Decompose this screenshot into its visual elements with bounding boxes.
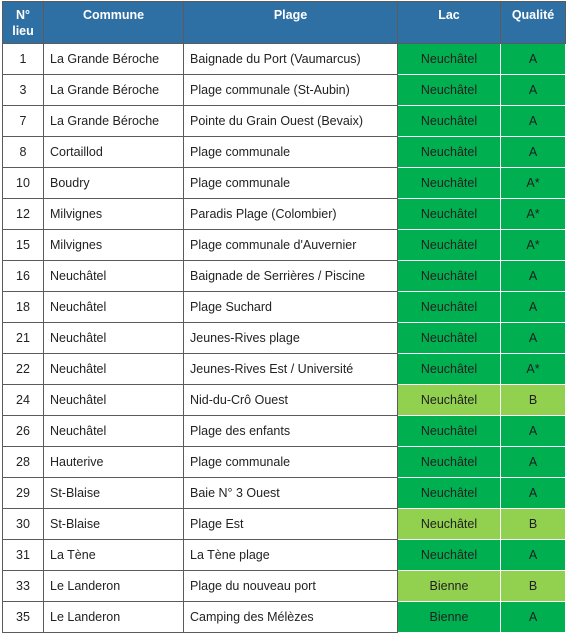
cell-plage: Pointe du Grain Ouest (Bevaix) (184, 106, 398, 137)
cell-num: 35 (3, 602, 44, 633)
cell-num: 16 (3, 261, 44, 292)
table-row (3, 571, 566, 602)
cell-plage: La Tène plage (184, 540, 398, 571)
cell-lac: Neuchâtel (398, 75, 501, 106)
cell-qualite: A* (501, 199, 566, 230)
cell-qualite: A (501, 75, 566, 106)
table-row (3, 385, 566, 416)
beach-quality-table (2, 1, 566, 633)
cell-plage: Plage Suchard (184, 292, 398, 323)
cell-commune: Cortaillod (44, 137, 184, 168)
cell-num: 30 (3, 509, 44, 540)
cell-plage: Camping des Mélèzes (184, 602, 398, 633)
cell-num: 24 (3, 385, 44, 416)
table-header-row (3, 2, 566, 44)
table-row (3, 75, 566, 106)
cell-commune: St-Blaise (44, 509, 184, 540)
cell-num: 21 (3, 323, 44, 354)
cell-lac: Neuchâtel (398, 106, 501, 137)
cell-num: 1 (3, 44, 44, 75)
cell-lac: Neuchâtel (398, 44, 501, 75)
cell-qualite: A (501, 540, 566, 571)
cell-lac: Neuchâtel (398, 416, 501, 447)
cell-plage: Jeunes-Rives Est / Université (184, 354, 398, 385)
cell-qualite: A (501, 44, 566, 75)
cell-qualite: B (501, 385, 566, 416)
cell-num: 12 (3, 199, 44, 230)
cell-qualite: A (501, 292, 566, 323)
cell-plage: Plage communale (184, 168, 398, 199)
column-header-num-line2: lieu (12, 24, 34, 38)
cell-lac: Neuchâtel (398, 261, 501, 292)
cell-qualite: A* (501, 354, 566, 385)
cell-plage: Jeunes-Rives plage (184, 323, 398, 354)
cell-qualite: A* (501, 168, 566, 199)
cell-qualite: A (501, 261, 566, 292)
cell-qualite: B (501, 571, 566, 602)
cell-qualite: A (501, 323, 566, 354)
cell-qualite: A* (501, 230, 566, 261)
table-row (3, 168, 566, 199)
cell-commune: Le Landeron (44, 602, 184, 633)
table-row (3, 261, 566, 292)
table-row (3, 44, 566, 75)
cell-num: 28 (3, 447, 44, 478)
table-row (3, 292, 566, 323)
cell-commune: Milvignes (44, 199, 184, 230)
cell-lac: Neuchâtel (398, 509, 501, 540)
cell-commune: Milvignes (44, 230, 184, 261)
cell-commune: Neuchâtel (44, 261, 184, 292)
table-row (3, 416, 566, 447)
cell-num: 3 (3, 75, 44, 106)
cell-lac: Neuchâtel (398, 478, 501, 509)
cell-commune: Neuchâtel (44, 385, 184, 416)
cell-lac: Bienne (398, 571, 501, 602)
cell-qualite: A (501, 447, 566, 478)
beach-quality-table-container (2, 1, 566, 633)
column-header-qualite: Qualité (501, 2, 566, 44)
cell-commune: St-Blaise (44, 478, 184, 509)
cell-lac: Neuchâtel (398, 199, 501, 230)
cell-plage: Plage communale d'Auvernier (184, 230, 398, 261)
cell-qualite: A (501, 106, 566, 137)
table-row (3, 602, 566, 633)
cell-num: 18 (3, 292, 44, 323)
cell-plage: Paradis Plage (Colombier) (184, 199, 398, 230)
table-row (3, 509, 566, 540)
cell-commune: Hauterive (44, 447, 184, 478)
cell-commune: La Grande Béroche (44, 44, 184, 75)
cell-num: 26 (3, 416, 44, 447)
cell-plage: Plage communale (St-Aubin) (184, 75, 398, 106)
cell-plage: Plage du nouveau port (184, 571, 398, 602)
cell-lac: Neuchâtel (398, 230, 501, 261)
cell-plage: Nid-du-Crô Ouest (184, 385, 398, 416)
table-row (3, 447, 566, 478)
column-header-num (3, 2, 44, 44)
cell-lac: Bienne (398, 602, 501, 633)
table-row (3, 199, 566, 230)
cell-lac: Neuchâtel (398, 354, 501, 385)
cell-commune: La Grande Béroche (44, 106, 184, 137)
cell-num: 33 (3, 571, 44, 602)
cell-plage: Plage Est (184, 509, 398, 540)
cell-lac: Neuchâtel (398, 385, 501, 416)
cell-plage: Plage communale (184, 137, 398, 168)
cell-commune: La Grande Béroche (44, 75, 184, 106)
table-row (3, 137, 566, 168)
cell-plage: Plage communale (184, 447, 398, 478)
cell-qualite: A (501, 478, 566, 509)
cell-lac: Neuchâtel (398, 137, 501, 168)
cell-lac: Neuchâtel (398, 292, 501, 323)
cell-plage: Baignade de Serrières / Piscine (184, 261, 398, 292)
table-row (3, 354, 566, 385)
cell-qualite: A (501, 416, 566, 447)
table-row (3, 540, 566, 571)
cell-num: 15 (3, 230, 44, 261)
column-header-num-line1: N° (15, 8, 31, 22)
cell-num: 10 (3, 168, 44, 199)
cell-commune: Neuchâtel (44, 416, 184, 447)
cell-commune: Neuchâtel (44, 354, 184, 385)
cell-lac: Neuchâtel (398, 540, 501, 571)
cell-num: 22 (3, 354, 44, 385)
table-body (3, 44, 566, 633)
table-row (3, 106, 566, 137)
cell-commune: Neuchâtel (44, 323, 184, 354)
cell-lac: Neuchâtel (398, 323, 501, 354)
cell-plage: Baignade du Port (Vaumarcus) (184, 44, 398, 75)
cell-lac: Neuchâtel (398, 168, 501, 199)
cell-lac: Neuchâtel (398, 447, 501, 478)
cell-num: 31 (3, 540, 44, 571)
cell-commune: Le Landeron (44, 571, 184, 602)
cell-num: 8 (3, 137, 44, 168)
cell-num: 7 (3, 106, 44, 137)
cell-plage: Baie N° 3 Ouest (184, 478, 398, 509)
table-row (3, 230, 566, 261)
cell-qualite: B (501, 509, 566, 540)
table-row (3, 323, 566, 354)
table-row (3, 478, 566, 509)
column-header-plage: Plage (184, 2, 398, 44)
cell-plage: Plage des enfants (184, 416, 398, 447)
cell-commune: Neuchâtel (44, 292, 184, 323)
cell-commune: Boudry (44, 168, 184, 199)
cell-commune: La Tène (44, 540, 184, 571)
cell-qualite: A (501, 602, 566, 633)
cell-qualite: A (501, 137, 566, 168)
cell-num: 29 (3, 478, 44, 509)
column-header-lac: Lac (398, 2, 501, 44)
column-header-commune: Commune (44, 2, 184, 44)
